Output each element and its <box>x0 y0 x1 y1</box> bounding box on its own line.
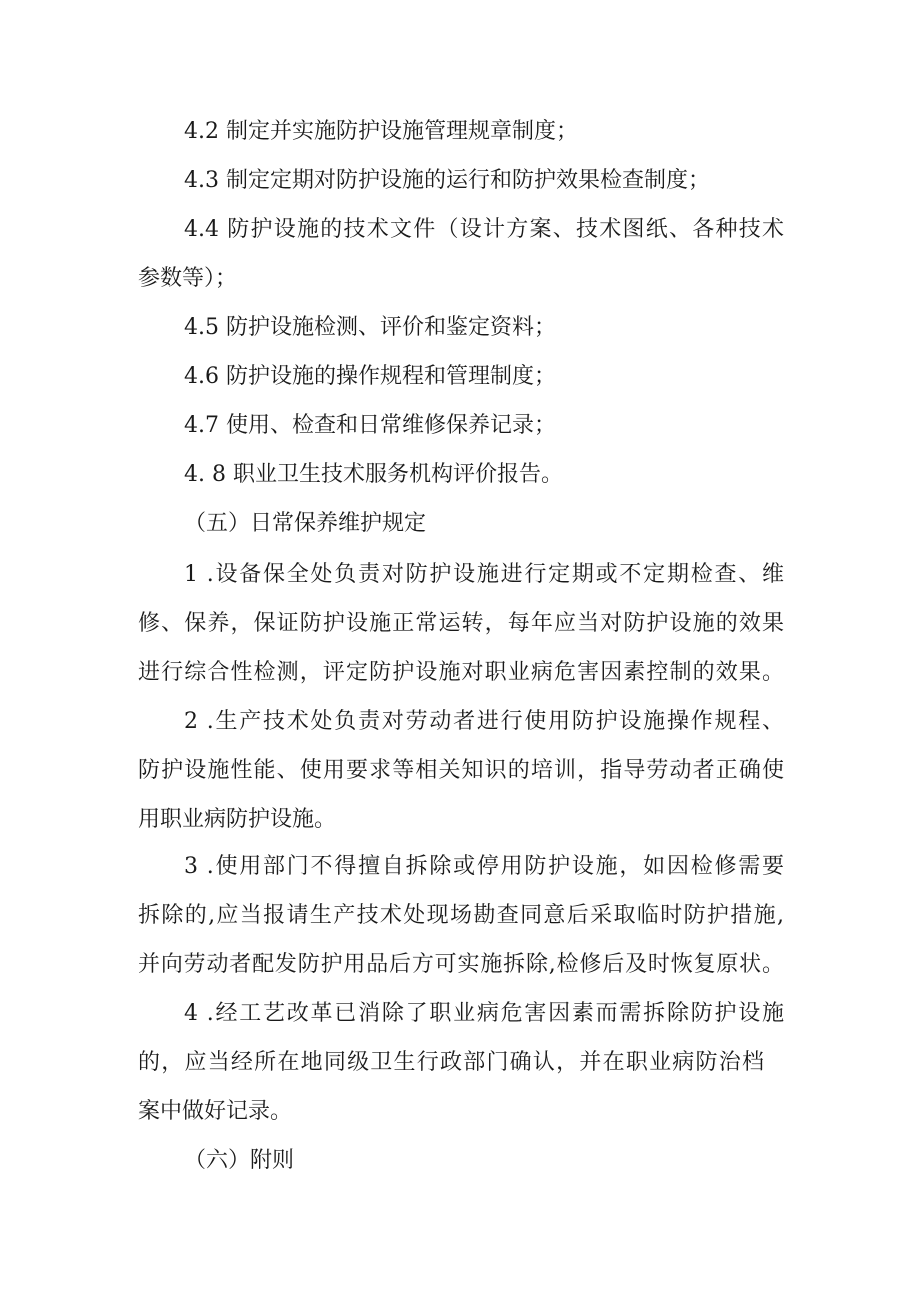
item-2-line-2: 防护设施性能、使用要求等相关知识的培训，指导劳动者正确使 <box>138 758 784 783</box>
item-2-line-3: 用职业病防护设施。 <box>138 807 337 832</box>
item-3-line-1: 3 .使用部门不得擅自拆除或停用防护设施，如因检修需要 <box>184 854 784 879</box>
clause-4-8: 4. 8 职业卫生技术服务机构评价报告。 <box>184 462 563 487</box>
item-3-line-3: 并向劳动者配发防护用品后方可实施拆除,检修后及时恢复原状。 <box>138 952 784 977</box>
clause-4-7: 4.7 使用、检查和日常维修保养记录； <box>184 413 556 438</box>
clause-4-5: 4.5 防护设施检测、评价和鉴定资料； <box>184 315 556 340</box>
item-2-line-1: 2 .生产技术处负责对劳动者进行使用防护设施操作规程、 <box>184 709 784 734</box>
clause-4-2: 4.2 制定并实施防护设施管理规章制度； <box>184 119 578 144</box>
item-3-line-2: 拆除的,应当报请生产技术处现场勘查同意后采取临时防护措施, <box>138 903 784 928</box>
item-1-line-3: 进行综合性检测，评定防护设施对职业病危害因素控制的效果。 <box>138 660 784 685</box>
section-heading-5: （五）日常保养维护规定 <box>184 511 427 536</box>
item-4-line-1: 4 .经工艺改革已消除了职业病危害因素而需拆除防护设施 <box>184 1001 784 1026</box>
clause-4-3: 4.3 制定定期对防护设施的运行和防护效果检查制度； <box>184 168 710 193</box>
item-1-line-1: 1 .设备保全处负责对防护设施进行定期或不定期检查、维 <box>184 562 784 587</box>
section-heading-6: （六）附则 <box>184 1148 295 1173</box>
item-1-line-2: 修、保养，保证防护设施正常运转，每年应当对防护设施的效果 <box>138 611 784 636</box>
clause-4-4-line-1: 4.4 防护设施的技术文件（设计方案、技术图纸、各种技术 <box>184 217 784 242</box>
clause-4-6: 4.6 防护设施的操作规程和管理制度； <box>184 364 556 389</box>
item-4-line-3: 案中做好记录。 <box>138 1099 293 1124</box>
clause-4-4-line-2: 参数等）； <box>138 266 238 291</box>
item-4-line-2: 的，应当经所在地同级卫生行政部门确认，并在职业病防治档 <box>138 1050 764 1075</box>
